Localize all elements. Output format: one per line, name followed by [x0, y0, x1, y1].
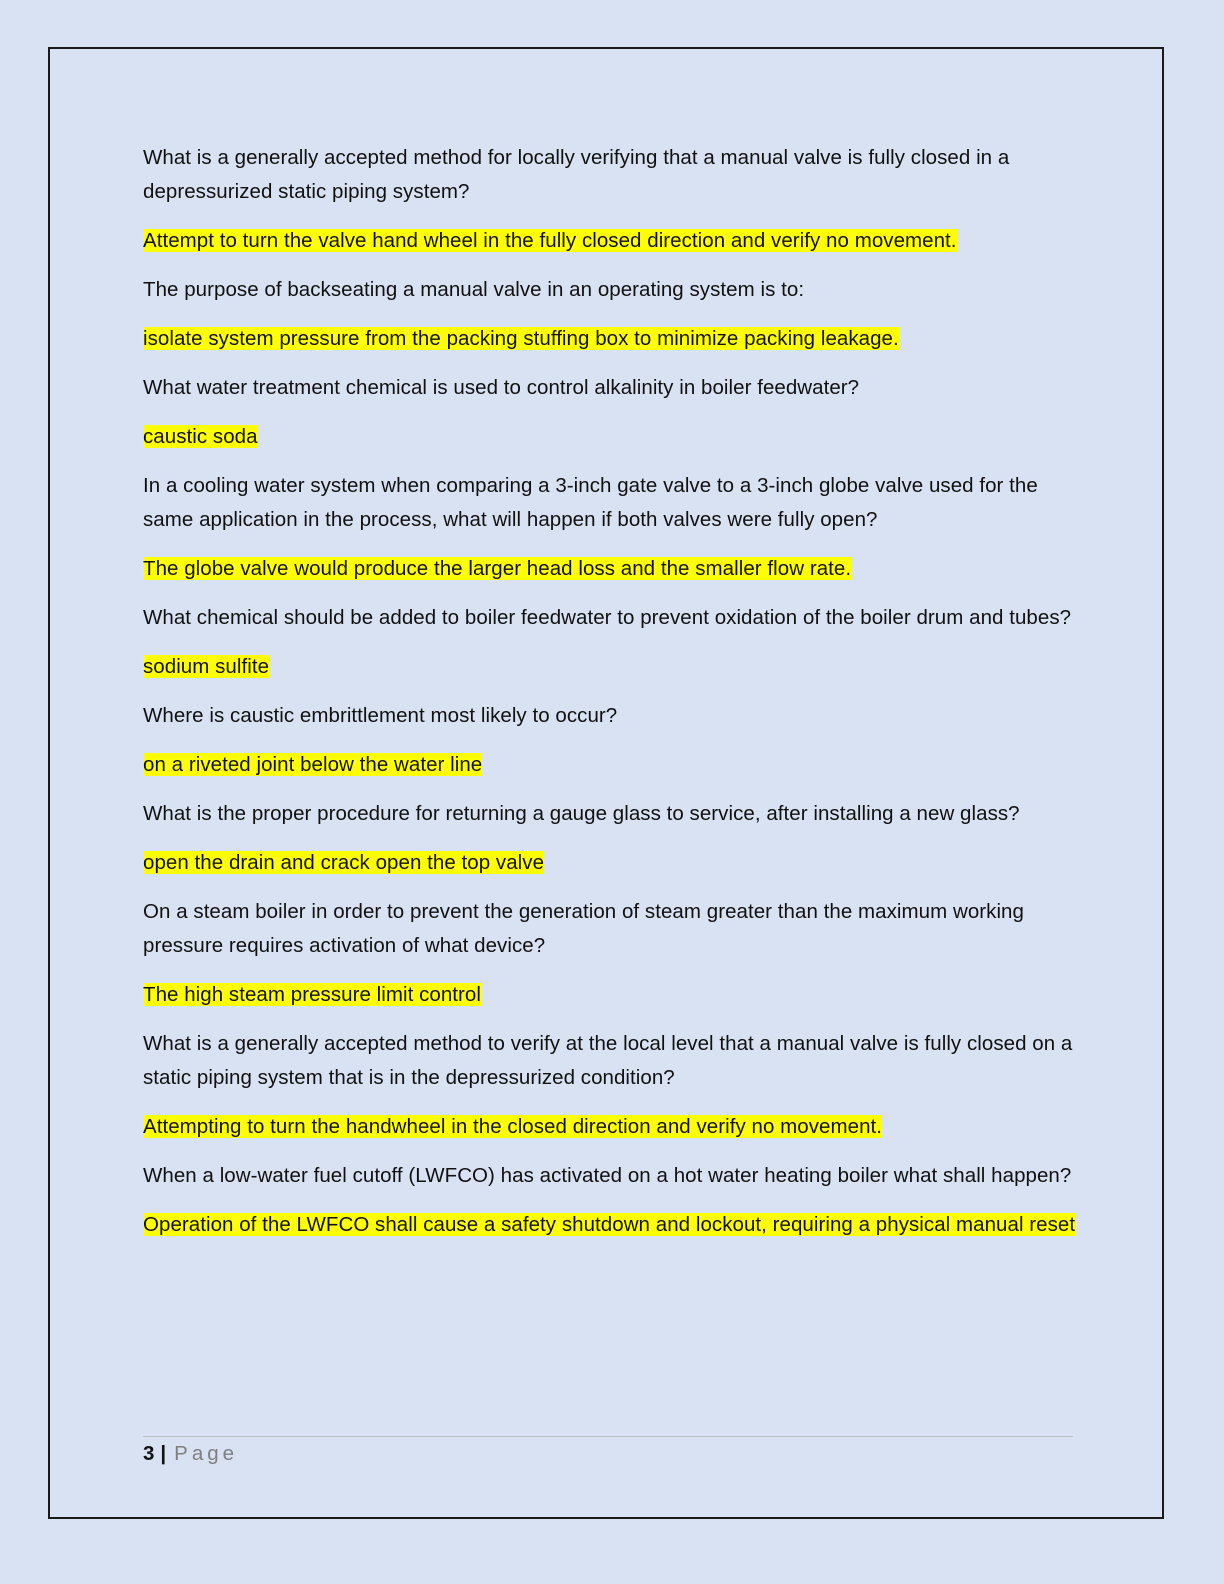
highlighted-answer: Attempting to turn the handwheel in the closed direction and verify no movement.: [143, 1115, 883, 1138]
answer-text: [143, 1110, 1083, 1144]
page-label: Page: [174, 1442, 239, 1465]
highlighted-answer: Attempt to turn the valve hand wheel in the fully closed direction and verify no movement.: [143, 229, 957, 252]
answer-text: [143, 748, 1083, 782]
answer-text: [143, 322, 1083, 356]
answer-text: [143, 420, 1083, 454]
highlighted-answer: isolate system pressure from the packing stuffing box to minimize packing leakage.: [143, 327, 899, 350]
highlighted-answer: open the drain and crack open the top valve: [143, 851, 545, 874]
question-text: The purpose of backseating a manual valve in an operating system is to:: [143, 278, 805, 301]
answer-text: [143, 552, 1083, 586]
answer-text: [143, 1208, 1083, 1242]
question-text: When a low-water fuel cutoff (LWFCO) has activated on a hot water heating boiler what shall happen?: [143, 1164, 1072, 1187]
footer-divider: [143, 1436, 1073, 1437]
highlighted-answer: Operation of the LWFCO shall cause a safety shutdown and lockout, requiring a physical manual reset: [143, 1213, 1076, 1236]
question-text: What chemical should be added to boiler feedwater to prevent oxidation of the boiler drum and tubes?: [143, 606, 1072, 629]
answer-text: [143, 846, 1083, 880]
footer-separator: |: [160, 1442, 167, 1465]
answer-text: [143, 650, 1083, 684]
question-text: On a steam boiler in order to prevent the generation of steam greater than the maximum working pressure requires activation of what device?: [143, 900, 1024, 957]
question-text: What is a generally accepted method to verify at the local level that a manual valve is fully closed on a static piping system that is in the depressurized condition?: [143, 1032, 1073, 1089]
question-text: What water treatment chemical is used to control alkalinity in boiler feedwater?: [143, 376, 860, 399]
question-text: What is a generally accepted method for locally verifying that a manual valve is fully closed in a depressurized static piping system?: [143, 146, 1010, 203]
answer-text: [143, 224, 1083, 258]
highlighted-answer: sodium sulfite: [143, 655, 270, 678]
answer-text: [143, 978, 1083, 1012]
page-number: 3: [143, 1442, 155, 1465]
question-text: Where is caustic embrittlement most likely to occur?: [143, 704, 618, 727]
highlighted-answer: The high steam pressure limit control: [143, 983, 481, 1006]
question-text: What is the proper procedure for returning a gauge glass to service, after installing a new glass?: [143, 802, 1020, 825]
highlighted-answer: caustic soda: [143, 425, 258, 448]
highlighted-answer: The globe valve would produce the larger head loss and the smaller flow rate.: [143, 557, 852, 580]
document-body: [143, 141, 1083, 1257]
page-footer: [143, 1438, 238, 1470]
question-text: In a cooling water system when comparing a 3-inch gate valve to a 3-inch globe valve used for the same application in the process, what will happen if both valves were fully open?: [143, 474, 1038, 531]
highlighted-answer: on a riveted joint below the water line: [143, 753, 483, 776]
